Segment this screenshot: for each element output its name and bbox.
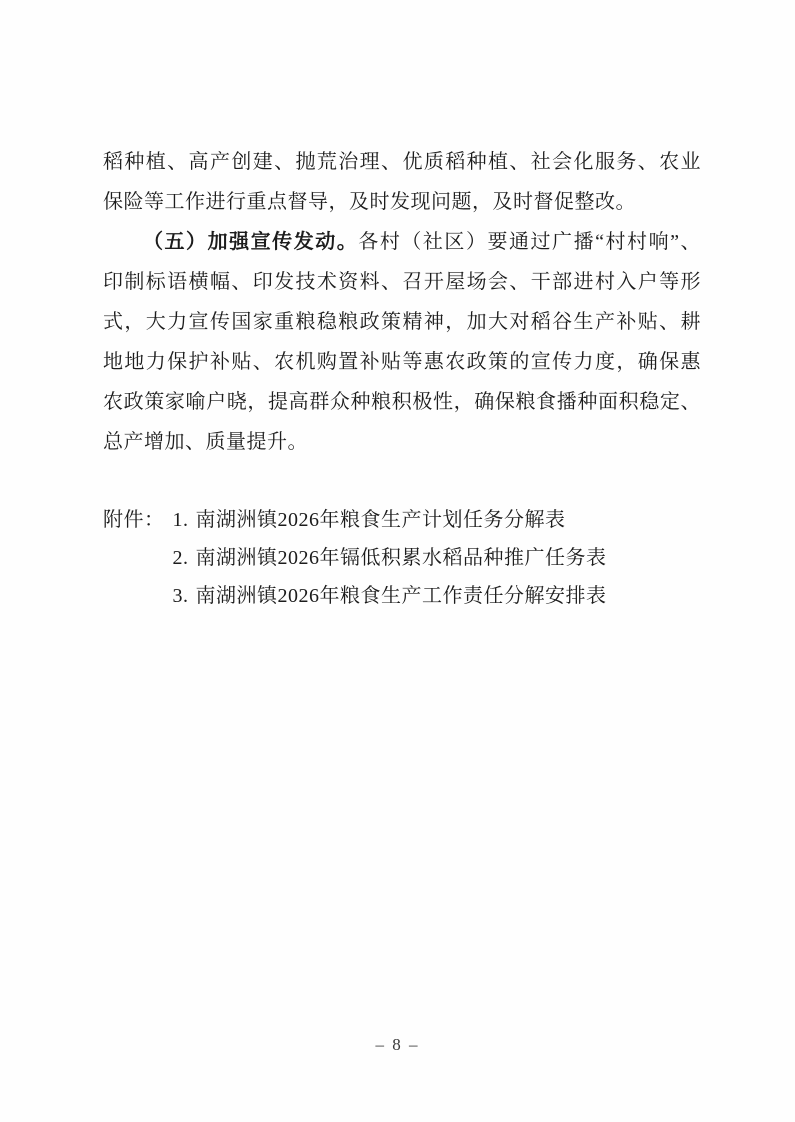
attachment-item-2: [173, 539, 607, 577]
body-text-line: 农政策家喻户晓，提高群众种粮积极性，确保粮食播种面积稳定、: [103, 391, 701, 413]
page-number: – 8 –: [375, 1035, 420, 1054]
body-text-line: 印制标语横幅、印发技术资料、召开屋场会、干部进村入户等形: [103, 271, 701, 293]
attachment-item-3: [173, 577, 607, 615]
section-5-heading-line: [103, 222, 701, 262]
body-text-line: 式，大力宣传国家重粮稳粮政策精神，加大对稻谷生产补贴、耕: [103, 311, 701, 333]
body-text-line: 总产增加、质量提升。: [103, 431, 308, 453]
attachment-item-1: [173, 501, 607, 539]
attachment-item-number: 1.: [172, 509, 189, 531]
attachment-item-title: 南湖洲镇2026年粮食生产工作责任分解安排表: [195, 585, 607, 607]
attachment-item-title: 南湖洲镇2026年粮食生产计划任务分解表: [195, 509, 566, 531]
attachment-item-number: 3.: [172, 585, 189, 607]
document-body: [103, 142, 701, 462]
section-5-heading: （五）加强宣传发动。: [143, 231, 359, 253]
attachment-item-title: 南湖洲镇2026年镉低积累水稻品种推广任务表: [195, 547, 607, 569]
attachment-item-number: 2.: [172, 547, 189, 569]
body-text-span: 各村（社区）要通过广播“村村响”、: [358, 231, 702, 253]
attachments-label: 附件：: [103, 509, 165, 531]
attachments-list: [173, 501, 607, 615]
body-text-line: 稻种植、高产创建、抛荒治理、优质稻种植、社会化服务、农业: [103, 151, 701, 173]
attachments-block: [103, 501, 607, 615]
body-text-line: 保险等工作进行重点督导，及时发现问题，及时督促整改。: [103, 191, 636, 213]
body-text-line: 地地力保护补贴、农机购置补贴等惠农政策的宣传力度，确保惠: [103, 351, 701, 373]
